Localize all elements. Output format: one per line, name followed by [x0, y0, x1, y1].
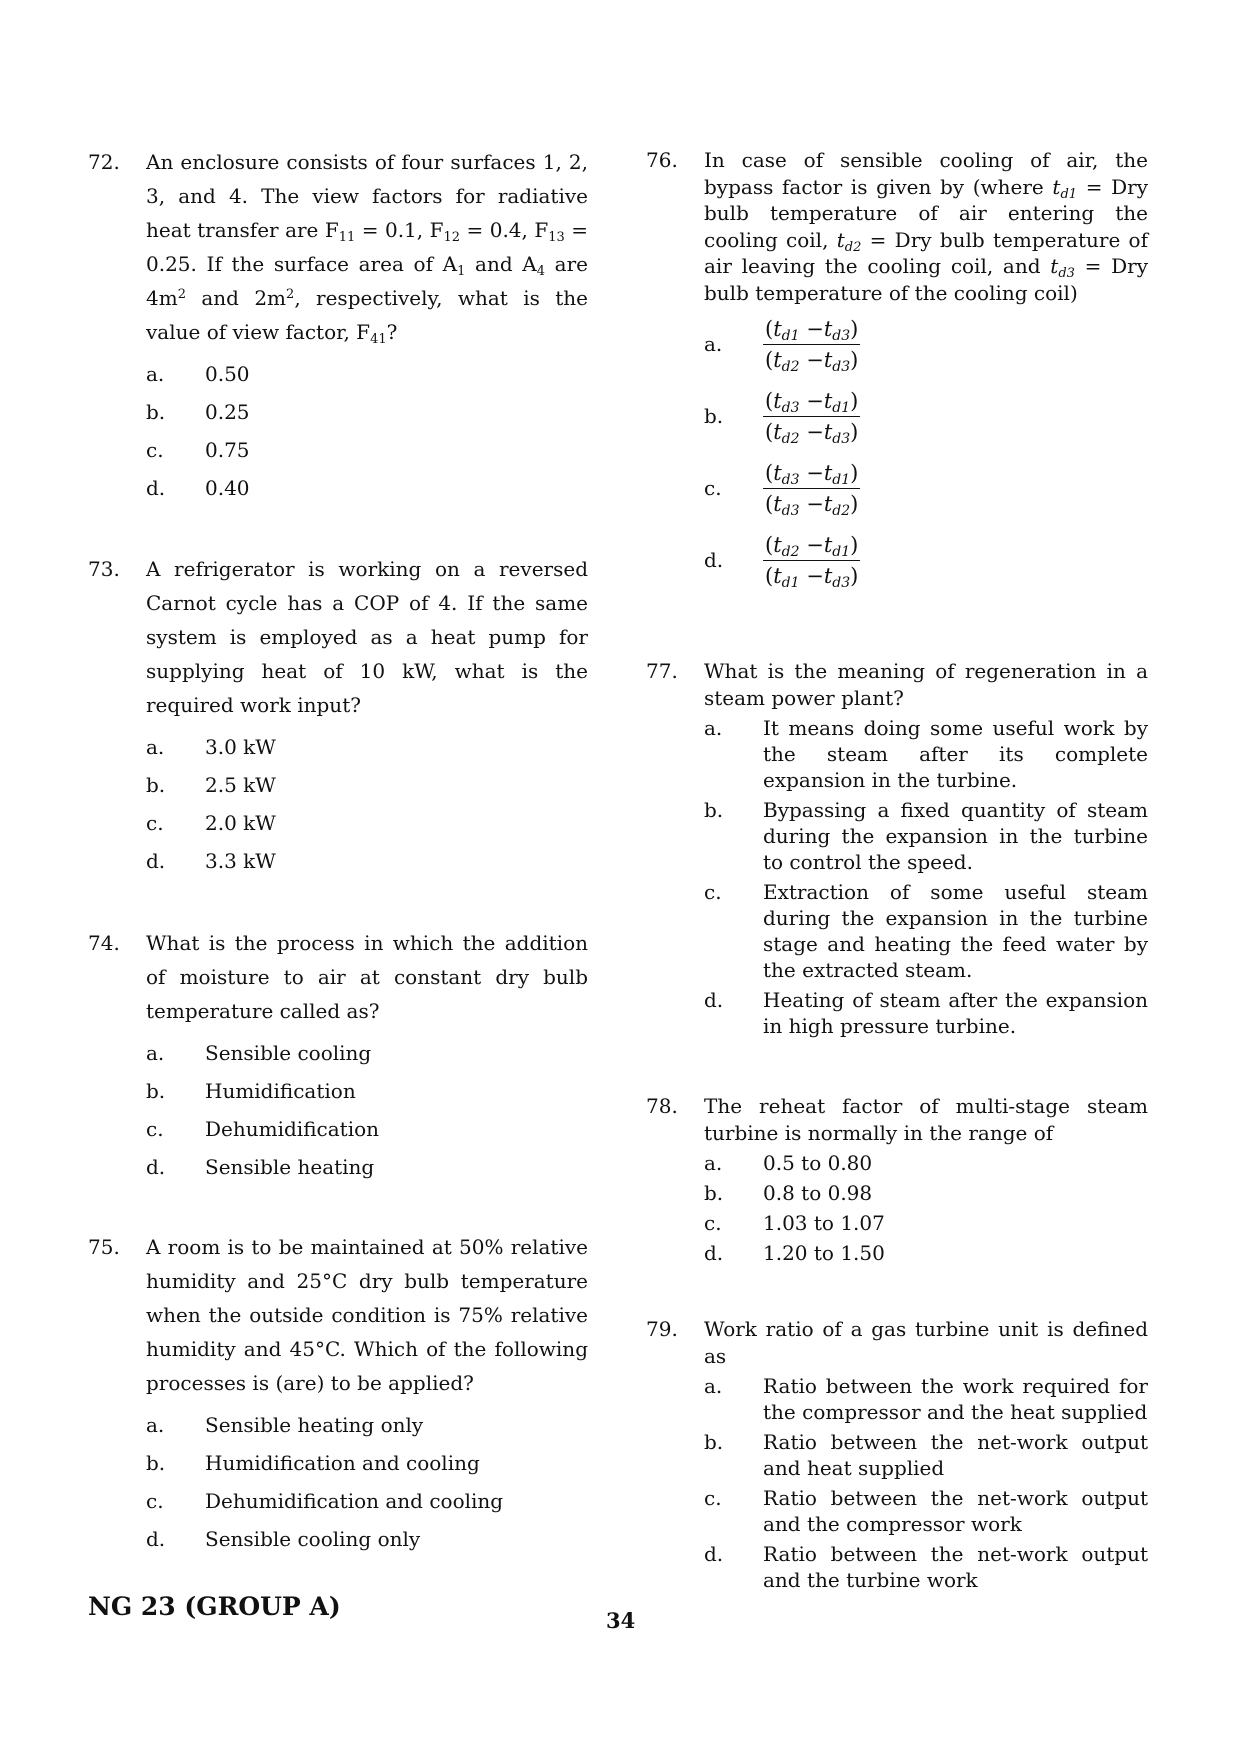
question-number: 73. [88, 557, 120, 581]
question-74 [88, 926, 588, 1186]
question-text: What is the process in which the addition of moisture to air at constant dry bulb temperature called as? [146, 931, 588, 1023]
paper-code: NG 23 (GROUP A) [88, 1592, 341, 1621]
question-73 [88, 552, 588, 880]
question-text: The reheat factor of multi-stage steam turbine is normally in the range of [704, 1094, 1148, 1145]
option: d. Sensible heating [146, 1155, 375, 1179]
question-number: 78. [646, 1094, 678, 1118]
question-text: An enclosure consists of four surfaces 1, 2, 3, and 4. The view factors for radiative heat transfer are $F_{11} = 0.1$, $F_{12} = 0.4$, $F_{13} = 0.25$. If the surface area of $A_1$ and $A_4$ are $4m^2$ and $2m^2$, respectively, what is the value of view factor, $F_{41}$? [146, 150, 589, 347]
question-79 [646, 1316, 1148, 1593]
option-fraction: d. $\frac{(t_{d2} -t_{d1})}{(t_{d1} -t_{d3})}$ [704, 532, 859, 591]
option: d. 3.3 kW [146, 849, 276, 873]
option: a. Ratio between the work required for the compressor and the heat supplied [704, 1374, 1148, 1424]
question-number: 72. [88, 150, 120, 174]
option-fraction: c. $\frac{(t_{d3} -t_{d1})}{(t_{d3} -t_{d2})}$ [704, 460, 859, 519]
option: b. Humidification and cooling [146, 1451, 480, 1475]
question-72 [88, 145, 588, 507]
fraction: $\frac{(t_{d3} -t_{d1})}{(t_{d2} -t_{d3})}$ [765, 388, 859, 447]
option: b. Ratio between the net-work output and heat supplied [704, 1430, 1148, 1480]
page-number: 34 [606, 1608, 636, 1633]
question-number: 76. [646, 148, 678, 172]
option: d. Sensible cooling only [146, 1527, 421, 1551]
option: c. 2.0 kW [146, 811, 276, 835]
option: d. 1.20 to 1.50 [704, 1241, 885, 1265]
option: a. 0.5 to 0.80 [704, 1151, 873, 1175]
question-number: 74. [88, 931, 120, 955]
question-78 [646, 1093, 1148, 1266]
option: b. 0.8 to 0.98 [704, 1181, 873, 1205]
fraction: $\frac{(t_{d1} -t_{d3})}{(t_{d2} -t_{d3})}$ [765, 316, 859, 375]
question-77 [646, 658, 1148, 1039]
option: c. Ratio between the net-work output and the compressor work [704, 1486, 1148, 1536]
option: a. 3.0 kW [146, 735, 276, 759]
question-text: In case of sensible cooling of air, the bypass factor is given by (where $t_{d1}$ = Dry bulb temperature of air entering the cooling coil, $t_{d2}$ = Dry bulb temperature of air leaving the cooling coil, and $t_{d3}$ = Dry bulb temperature of the cooling coil) [704, 148, 1148, 305]
question-text: A refrigerator is working on a reversed Carnot cycle has a COP of 4. If the same system is employed as a heat pump for supplying heat of 10 kW, what is the required work input? [146, 557, 588, 717]
option: a. 0.50 [146, 362, 250, 386]
option: a. It means doing some useful work by the steam after its complete expansion in the turbine. [704, 716, 1148, 792]
option: c. 0.75 [146, 438, 250, 462]
option-fraction: a. $\frac{(t_{d1} -t_{d3})}{(t_{d2} -t_{d3})}$ [704, 316, 859, 375]
option: d. Heating of steam after the expansion in high pressure turbine. [704, 988, 1148, 1038]
question-text: Work ratio of a gas turbine unit is defined as [704, 1317, 1148, 1368]
option: c. 1.03 to 1.07 [704, 1211, 885, 1235]
fraction: $\frac{(t_{d3} -t_{d1})}{(t_{d3} -t_{d2})}$ [765, 460, 859, 519]
option: a. Sensible heating only [146, 1413, 424, 1437]
option: d. 0.40 [146, 476, 250, 500]
question-text: What is the meaning of regeneration in a steam power plant? [704, 659, 1148, 710]
question-75 [88, 1230, 588, 1558]
option: d. Ratio between the net-work output and the turbine work [704, 1542, 1148, 1592]
option-fraction: b. $\frac{(t_{d3} -t_{d1})}{(t_{d2} -t_{d3})}$ [704, 388, 859, 447]
question-76 [646, 147, 1148, 596]
option: a. Sensible cooling [146, 1041, 372, 1065]
option: b. Bypassing a fixed quantity of steam during the expansion in the turbine to control the speed. [704, 798, 1148, 874]
fraction: $\frac{(t_{d2} -t_{d1})}{(t_{d1} -t_{d3})}$ [765, 532, 859, 591]
option: c. Extraction of some useful steam during the expansion in the turbine stage and heating the feed water by the extracted steam. [704, 880, 1148, 982]
question-number: 75. [88, 1235, 120, 1259]
option: b. 0.25 [146, 400, 250, 424]
question-number: 77. [646, 659, 678, 683]
option: c. Dehumidification [146, 1117, 380, 1141]
option: b. Humidification [146, 1079, 356, 1103]
option: b. 2.5 kW [146, 773, 276, 797]
question-number: 79. [646, 1317, 678, 1341]
option: c. Dehumidification and cooling [146, 1489, 504, 1513]
question-text: A room is to be maintained at 50% relative humidity and 25°C dry bulb temperature when the outside condition is 75% relative humidity and 45°C. Which of the following processes is (are) to be applied? [146, 1235, 588, 1395]
